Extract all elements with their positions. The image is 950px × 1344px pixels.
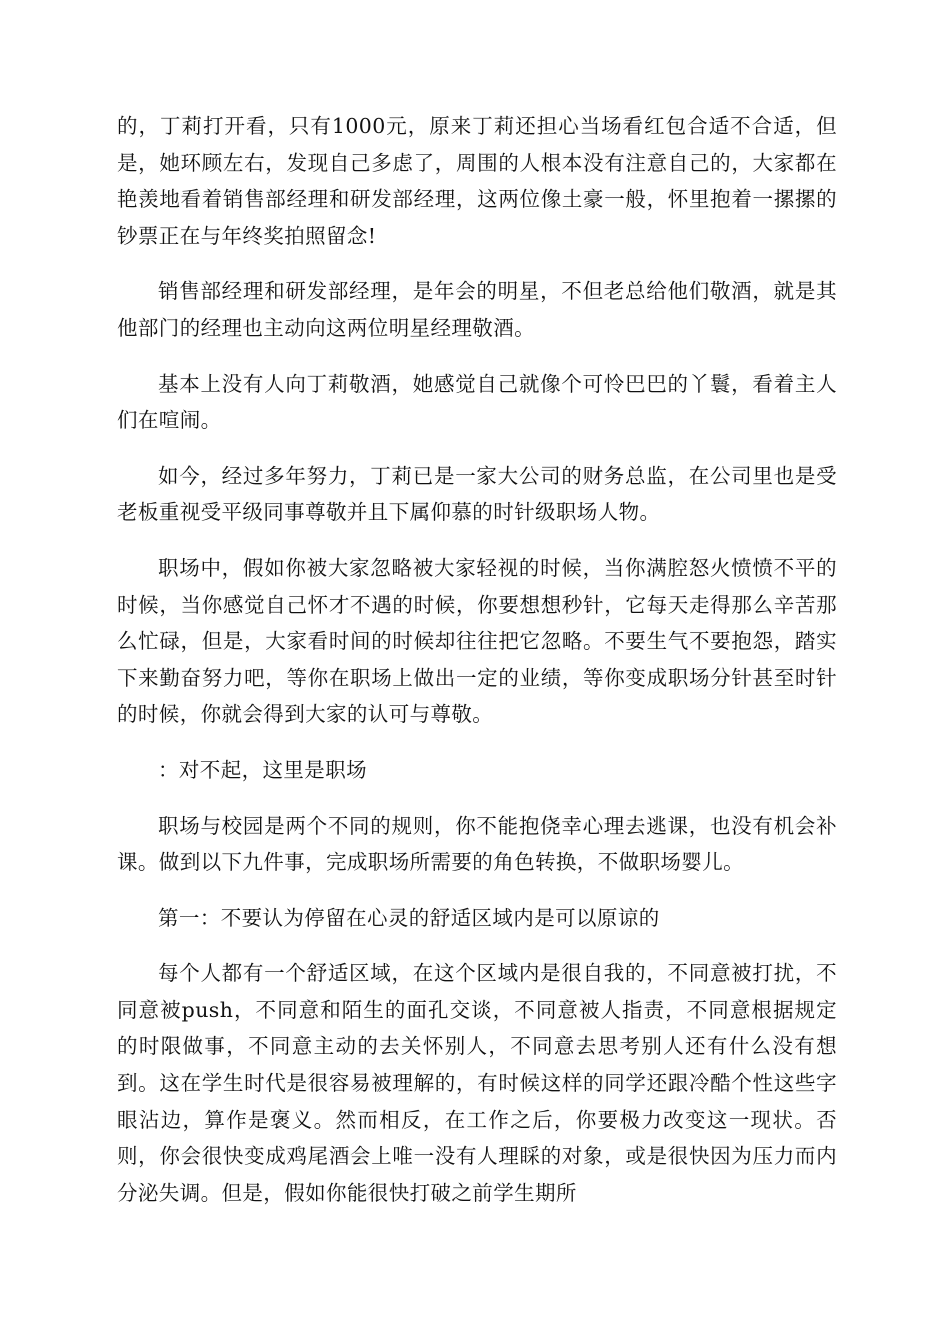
paragraph: 如今，经过多年努力，丁莉已是一家大公司的财务总监，在公司里也是受老板重视受平级同事尊敬并且下属仰慕的时针级职场人物。 xyxy=(117,463,837,525)
paragraph-continued: 的，丁莉打开看，只有1000元，原来丁莉还担心当场看红包合适不合适，但是，她环顾左右，发现自己多虑了，周围的人根本没有注意自己的，大家都在艳羡地看着销售部经理和研发部经理，这两位像土豪一般，怀里抱着一摞摞的钞票正在与年终奖拍照留念! xyxy=(117,114,837,248)
subsection-heading: 第一：不要认为停留在心灵的舒适区域内是可以原谅的 xyxy=(158,905,660,930)
paragraph: 基本上没有人向丁莉敬酒，她感觉自己就像个可怜巴巴的丫鬟，看着主人们在喧闹。 xyxy=(117,371,837,433)
paragraph: 职场中，假如你被大家忽略被大家轻视的时候，当你满腔怒火愤愤不平的时候，当你感觉自己怀才不遇的时候，你要想想秒针，它每天走得那么辛苦那么忙碌，但是，大家看时间的时候却往往把它忽略。不要生气不要抱怨，踏实下来勤奋努力吧，等你在职场上做出一定的业绩，等你变成职场分针甚至时针的时候，你就会得到大家的认可与尊敬。 xyxy=(117,555,837,727)
paragraph: 销售部经理和研发部经理，是年会的明星，不但老总给他们敬酒，就是其他部门的经理也主动向这两位明星经理敬酒。 xyxy=(117,279,837,340)
paragraph: 职场与校园是两个不同的规则，你不能抱侥幸心理去逃课，也没有机会补课。做到以下九件事，完成职场所需要的角色转换，不做职场婴儿。 xyxy=(117,813,837,875)
document-body xyxy=(117,108,837,1230)
paragraph: 每个人都有一个舒适区域，在这个区域内是很自我的，不同意被打扰，不同意被push，不同意和陌生的面孔交谈，不同意被人指责，不同意根据规定的时限做事，不同意主动的去关怀别人，不同意去思考别人还有什么没有想到。这在学生时代是很容易被理解的，有时候这样的同学还跟冷酷个性这些字眼沾边，算作是褒义。然而相反，在工作之后，你要极力改变这一现状。否则，你会很快变成鸡尾酒会上唯一没有人理睬的对象，或是很快因为压力而内分泌失调。但是，假如你能很快打破之前学生期所 xyxy=(117,961,837,1205)
section-heading: ：对不起，这里是职场 xyxy=(158,757,367,782)
